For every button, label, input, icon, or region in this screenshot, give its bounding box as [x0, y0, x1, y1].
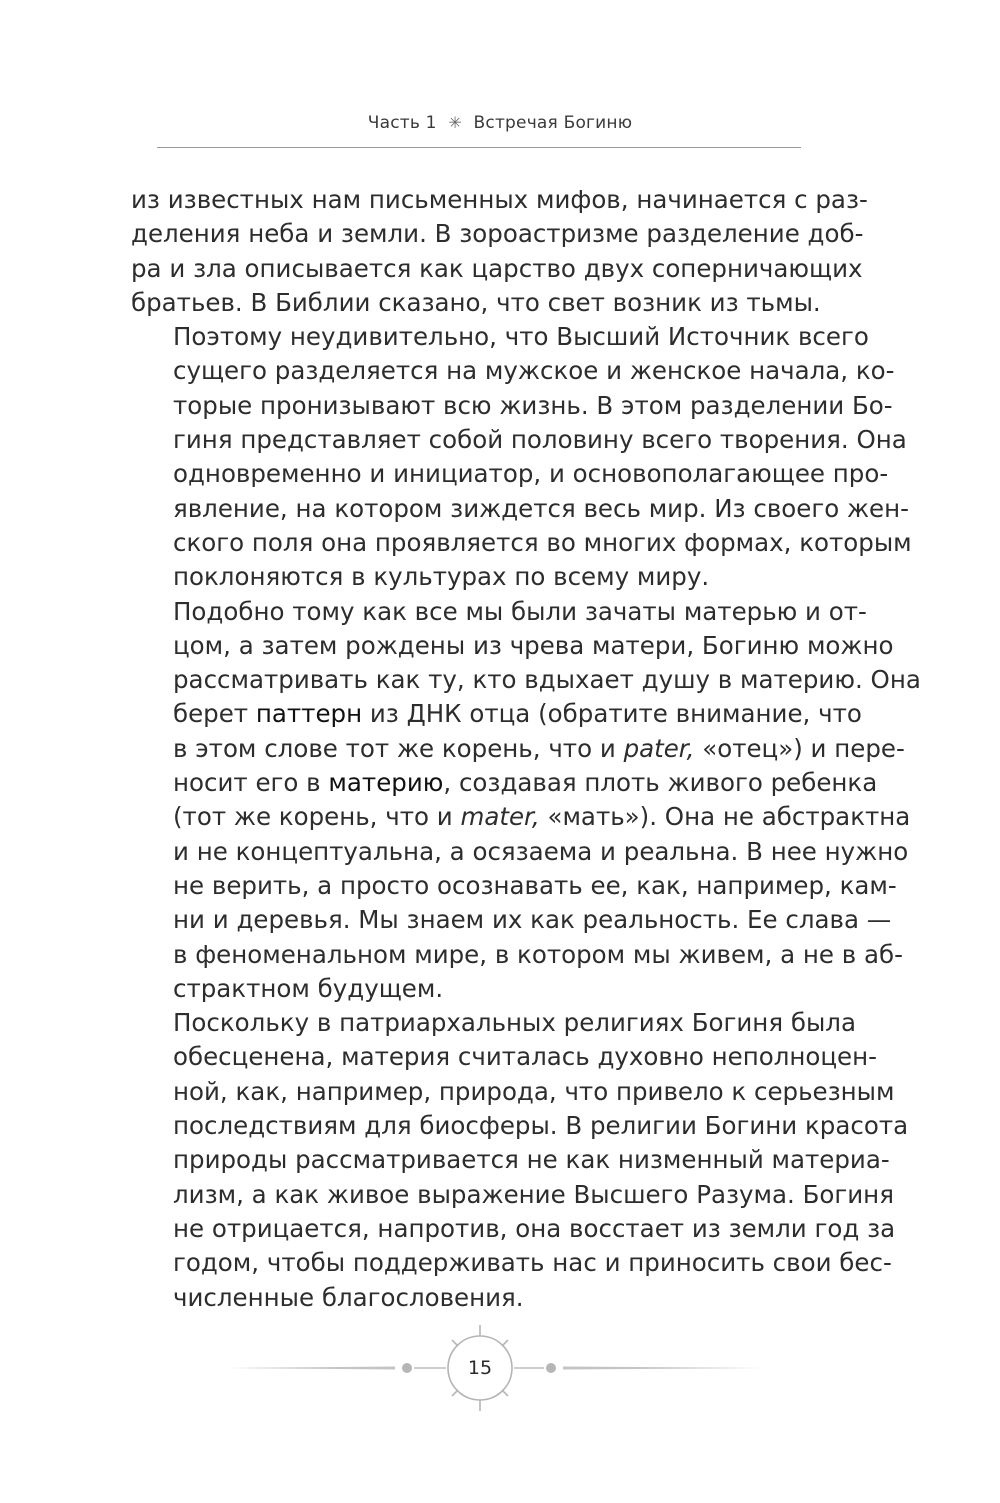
paragraph-2 — [131, 320, 912, 594]
text-line: одновременно и инициатор, и основополагающее про- — [173, 459, 889, 489]
text-run: (тот же корень, что и — [173, 802, 461, 832]
text-line: цом, а затем рождены из чрева матери, Богиню можно — [173, 630, 894, 660]
paragraph-3 — [131, 595, 921, 1007]
text-line: ского поля она проявляется во многих формах, которым — [173, 527, 912, 557]
text-line: численные благословения. — [173, 1282, 524, 1312]
asterisk-separator-icon: ✳ — [448, 113, 462, 132]
text-line — [131, 800, 911, 834]
paragraph-4 — [131, 1006, 909, 1315]
text-run: берет — [173, 699, 256, 729]
text-run: «мать»). Она не абстрактна — [539, 802, 911, 832]
text-line: явление, на котором зиждется весь мир. Из своего жен- — [173, 493, 909, 523]
text-run: «отец») и пере- — [694, 733, 905, 763]
header-chapter-title: Встречая Богиню — [473, 113, 633, 133]
text-run: носит его в — [173, 768, 329, 798]
text-line: в феноменальном мире, в котором мы живем, а не в аб- — [173, 939, 903, 969]
text-line — [131, 732, 905, 766]
text-line: поклоняются в культурах по всему миру. — [173, 562, 710, 592]
text-line: Поэтому неудивительно, что Высший Источник всего — [173, 322, 869, 352]
text-line: из известных нам письменных мифов, начинается с раз- — [131, 185, 868, 214]
text-line: гиня представляет собой половину всего творения. Она — [173, 425, 907, 455]
text-line: ра и зла описывается как царство двух соперничающих — [131, 253, 863, 283]
text-line: Подобно тому как все мы были зачаты матерью и от- — [173, 596, 867, 626]
term-pater: pater, — [623, 733, 695, 763]
text-line: обесценена, материя считалась духовно неполноцен- — [173, 1042, 877, 1072]
text-run: из ДНК отца (обратите внимание, что — [362, 699, 862, 729]
running-header — [0, 113, 1000, 133]
text-line: торые пронизывают всю жизнь. В этом разделении Бо- — [173, 390, 893, 420]
page-number: 15 — [467, 1357, 493, 1379]
text-line: братьев. В Библии сказано, что свет возник из тьмы. — [131, 287, 821, 317]
header-divider — [157, 147, 801, 148]
term-pattern: паттерн — [255, 699, 363, 729]
text-line: не отрицается, напротив, она восстает из земли год за — [173, 1213, 896, 1243]
text-line: Поскольку в патриархальных религиях Богиня была — [173, 1008, 856, 1038]
paragraph-1 — [131, 183, 868, 320]
text-line — [131, 697, 862, 731]
text-line: сущего разделяется на мужское и женское начала, ко- — [173, 356, 895, 386]
text-line: лизм, а как живое выражение Высшего Разума. Богиня — [173, 1179, 894, 1209]
text-line: ни и деревья. Мы знаем их как реальность. Ее слава — — [173, 905, 892, 935]
term-mater: mater, — [460, 802, 540, 832]
text-line: и не концептуальна, а осязаема и реальна. В нее нужно — [173, 836, 909, 866]
text-run: , создавая плоть живого ребенка — [443, 768, 878, 798]
text-run: в этом слове тот же корень, что и — [173, 733, 624, 763]
body-text — [131, 183, 921, 1315]
text-line: деления неба и земли. В зороастризме разделение доб- — [131, 219, 864, 249]
text-line: годом, чтобы поддерживать нас и приносить свои бес- — [173, 1248, 892, 1278]
text-line: природы рассматривается не как низменный материа- — [173, 1145, 890, 1175]
text-line: рассматривать как ту, кто вдыхает душу в материю. Она — [173, 665, 921, 695]
text-line — [131, 766, 878, 800]
term-matter: материю — [328, 768, 444, 798]
header-part-label: Часть 1 — [367, 113, 437, 133]
text-line: ной, как, например, природа, что привело к серьезным — [173, 1076, 895, 1106]
text-line: не верить, а просто осознавать ее, как, например, кам- — [173, 870, 897, 900]
text-line: последствиям для биосферы. В религии Богини красота — [173, 1111, 909, 1141]
text-line: страктном будущем. — [173, 973, 444, 1003]
